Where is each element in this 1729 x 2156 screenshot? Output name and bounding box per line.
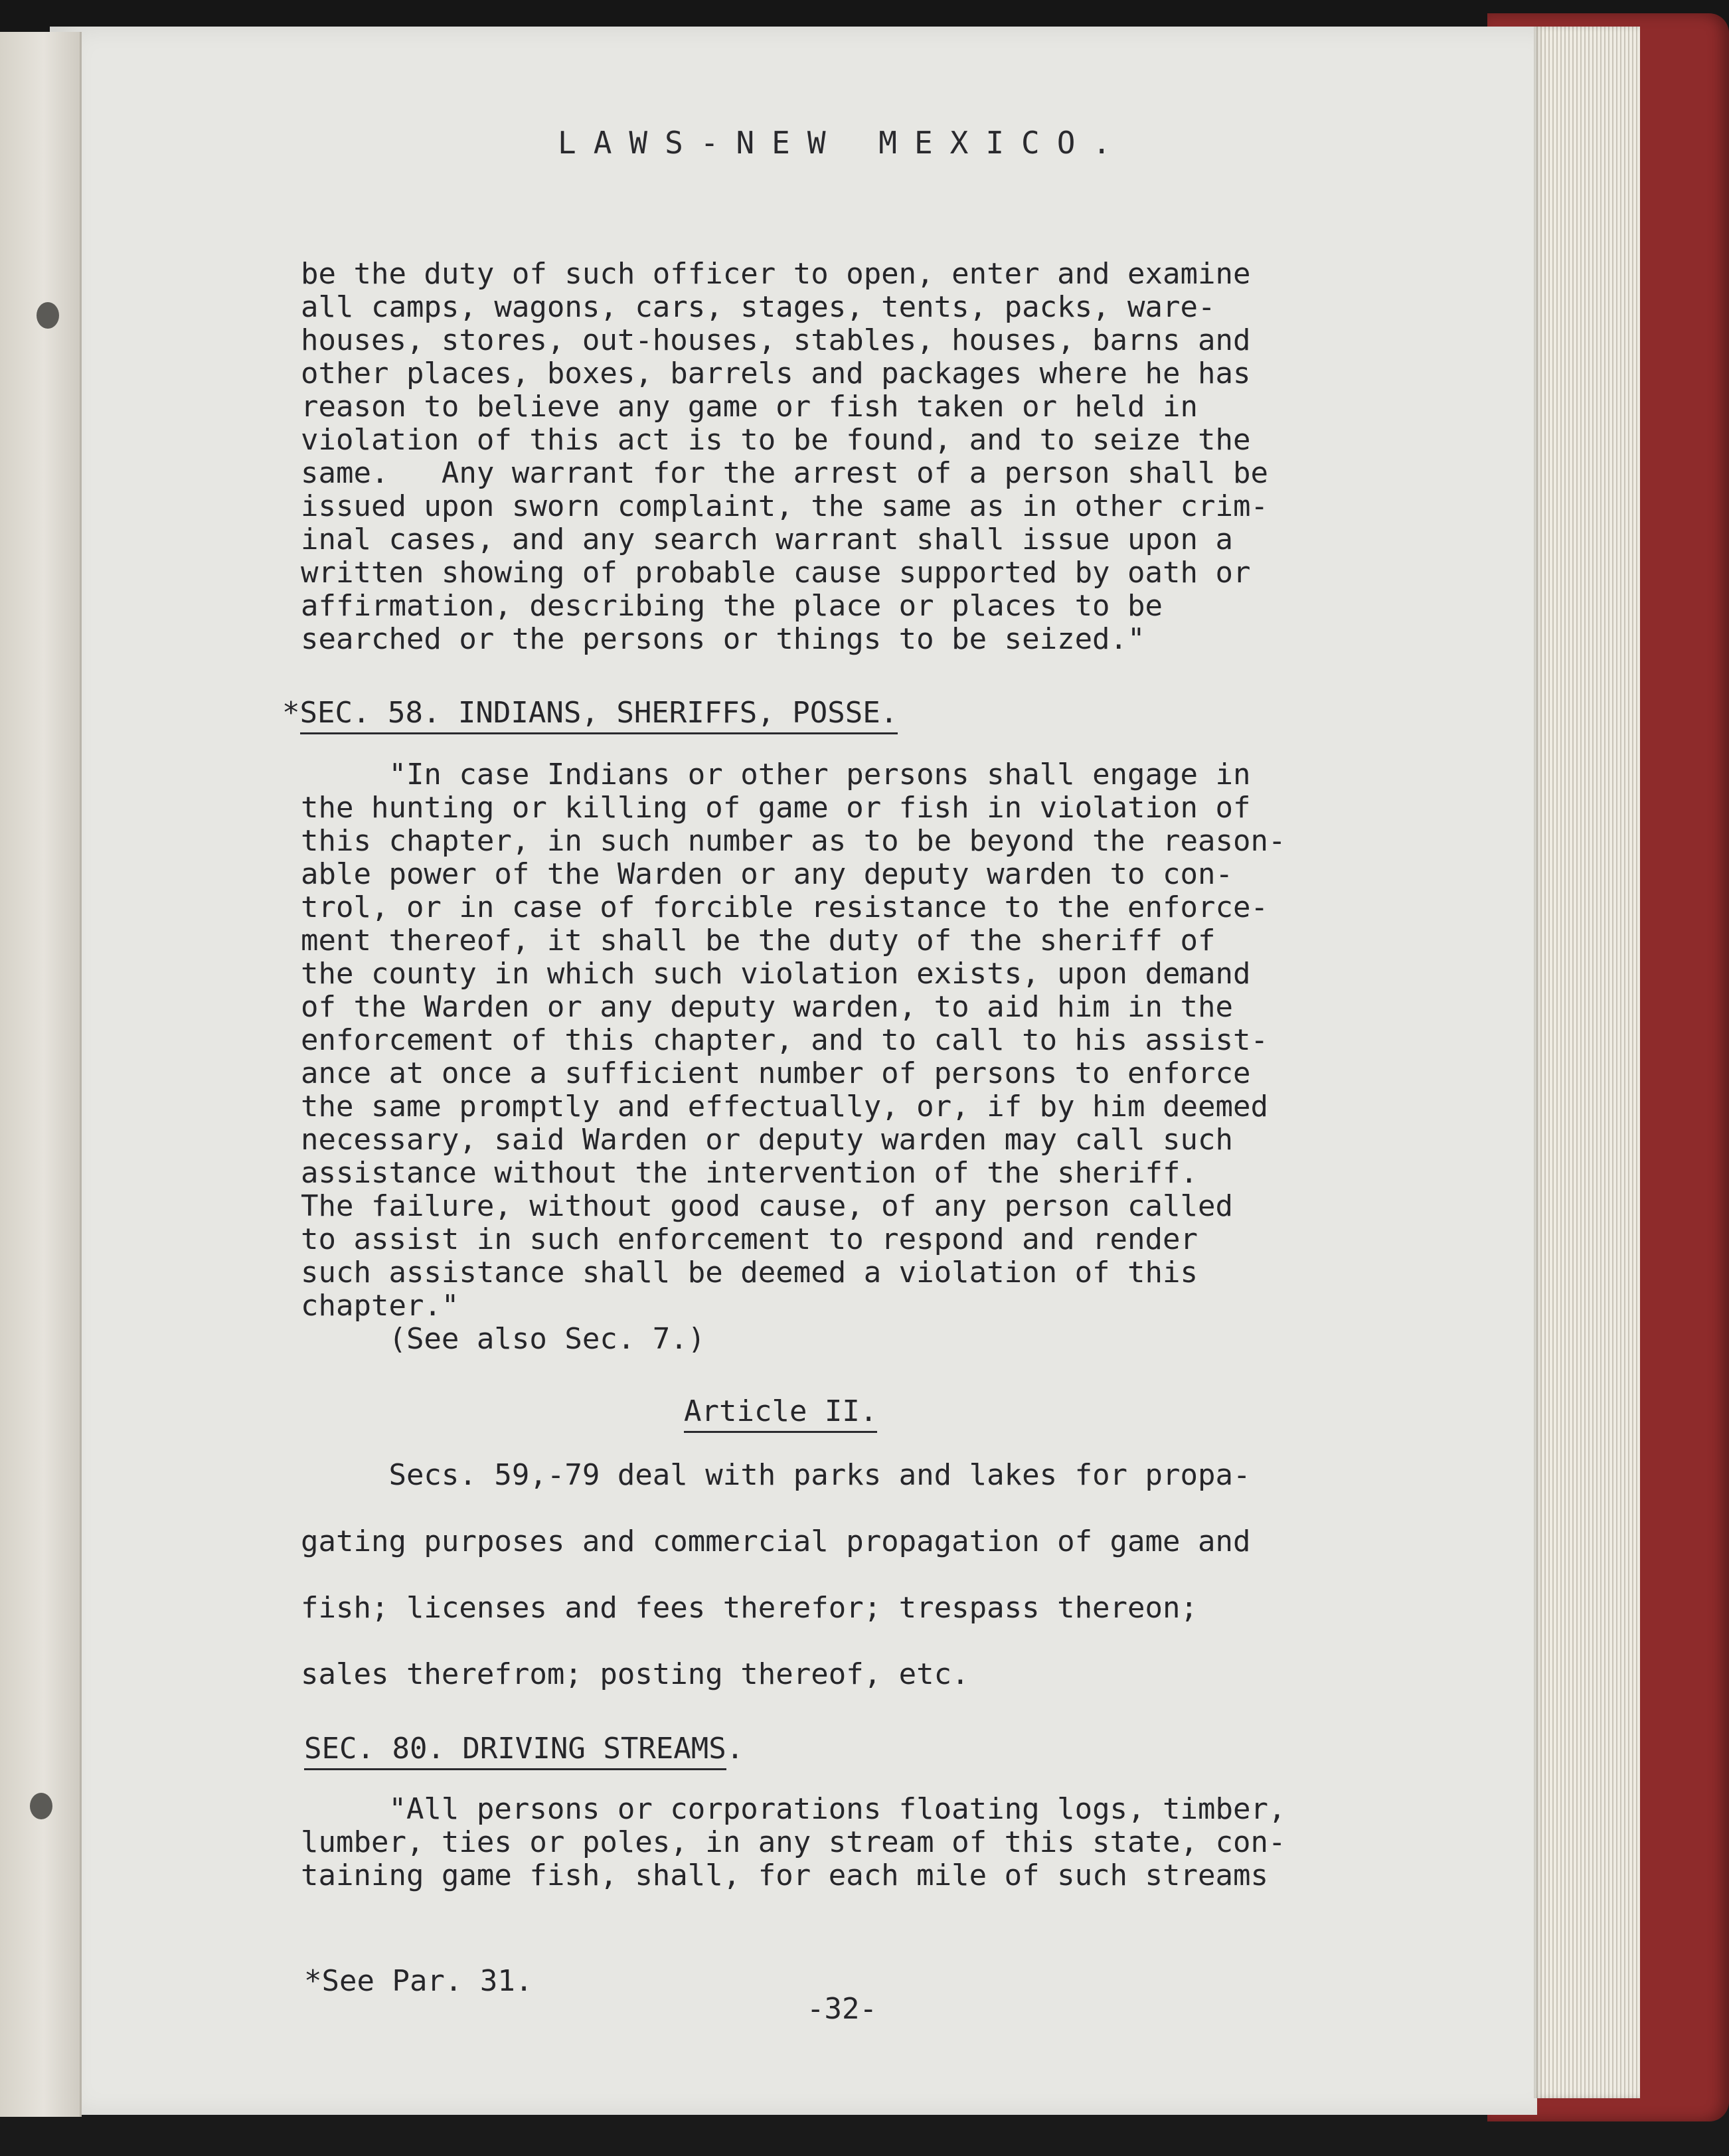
section-58-title: SEC. 58. INDIANS, SHERIFFS, POSSE. [300,696,898,734]
binding-hole [30,1793,52,1819]
continued-paragraph: be the duty of such officer to open, enter and examine all camps, wagons, cars, stages, tents, packs, ware- houses, stores, out-houses, stables, houses, barns and other places, boxes, barrels and packages where he has reason to believe any game or fish taken or held in violation of this act is to be found, and to seize the same. Any warrant for the arrest of a person shall be issued upon sworn complaint, the same as in other crim- inal cases, and any search warrant shall issue upon a written showing of probable cause supported by oath or affirmation, describing the place or places to be searched or the persons or things to be seized." [301,257,1268,656]
section-80-period: . [726,1732,744,1766]
section-58-text: "In case Indians or other persons shall engage in the hunting or killing of game or fish in violation of this chapter, in such number as to be beyond the reason- able power of the Warden or any deputy warden to con- trol, or in case of forcible resistance to the enforce- ment thereof, it shall be the duty of the sheriff of the county in which such violation exists, upon demand of the Warden or any deputy warden, to aid him in the enforcement of this chapter, and to call to his assist- ance at once a sufficient number of persons to enforce the same promptly and effectually, or, if by him deemed necessary, said Warden or deputy warden may call such assistance without the intervention of the sheriff. The failure, without good cause, of any person called to assist in such enforcement to respond and render such assistance shall be deemed a violation of this chapter." (See also Sec. 7.) [301,758,1286,1356]
section-80-text: "All persons or corporations floating logs, timber, lumber, ties or poles, in any stream of this state, con- taining game fish, shall, for each mile of such streams [301,1792,1286,1892]
page-edges [1534,27,1640,2098]
footnote-marker: * [282,696,300,730]
running-header: LAWS-NEW MEXICO. [558,125,1129,161]
article-title: Article II. [684,1394,877,1433]
section-80-title: SEC. 80. DRIVING STREAMS [304,1732,726,1770]
page-number: -32- [807,1992,877,2026]
article-heading [684,1394,877,1428]
article-text: Secs. 59,-79 deal with parks and lakes for propa- gating purposes and commercial propagation of game and fish; licenses and fees therefor; trespass thereon; sales therefrom; posting thereof, etc. [301,1458,1251,1691]
section-58-heading [282,696,898,730]
footnote: *See Par. 31. [304,1964,533,1998]
section-80-heading [304,1732,744,1766]
binding-hole [37,302,59,329]
